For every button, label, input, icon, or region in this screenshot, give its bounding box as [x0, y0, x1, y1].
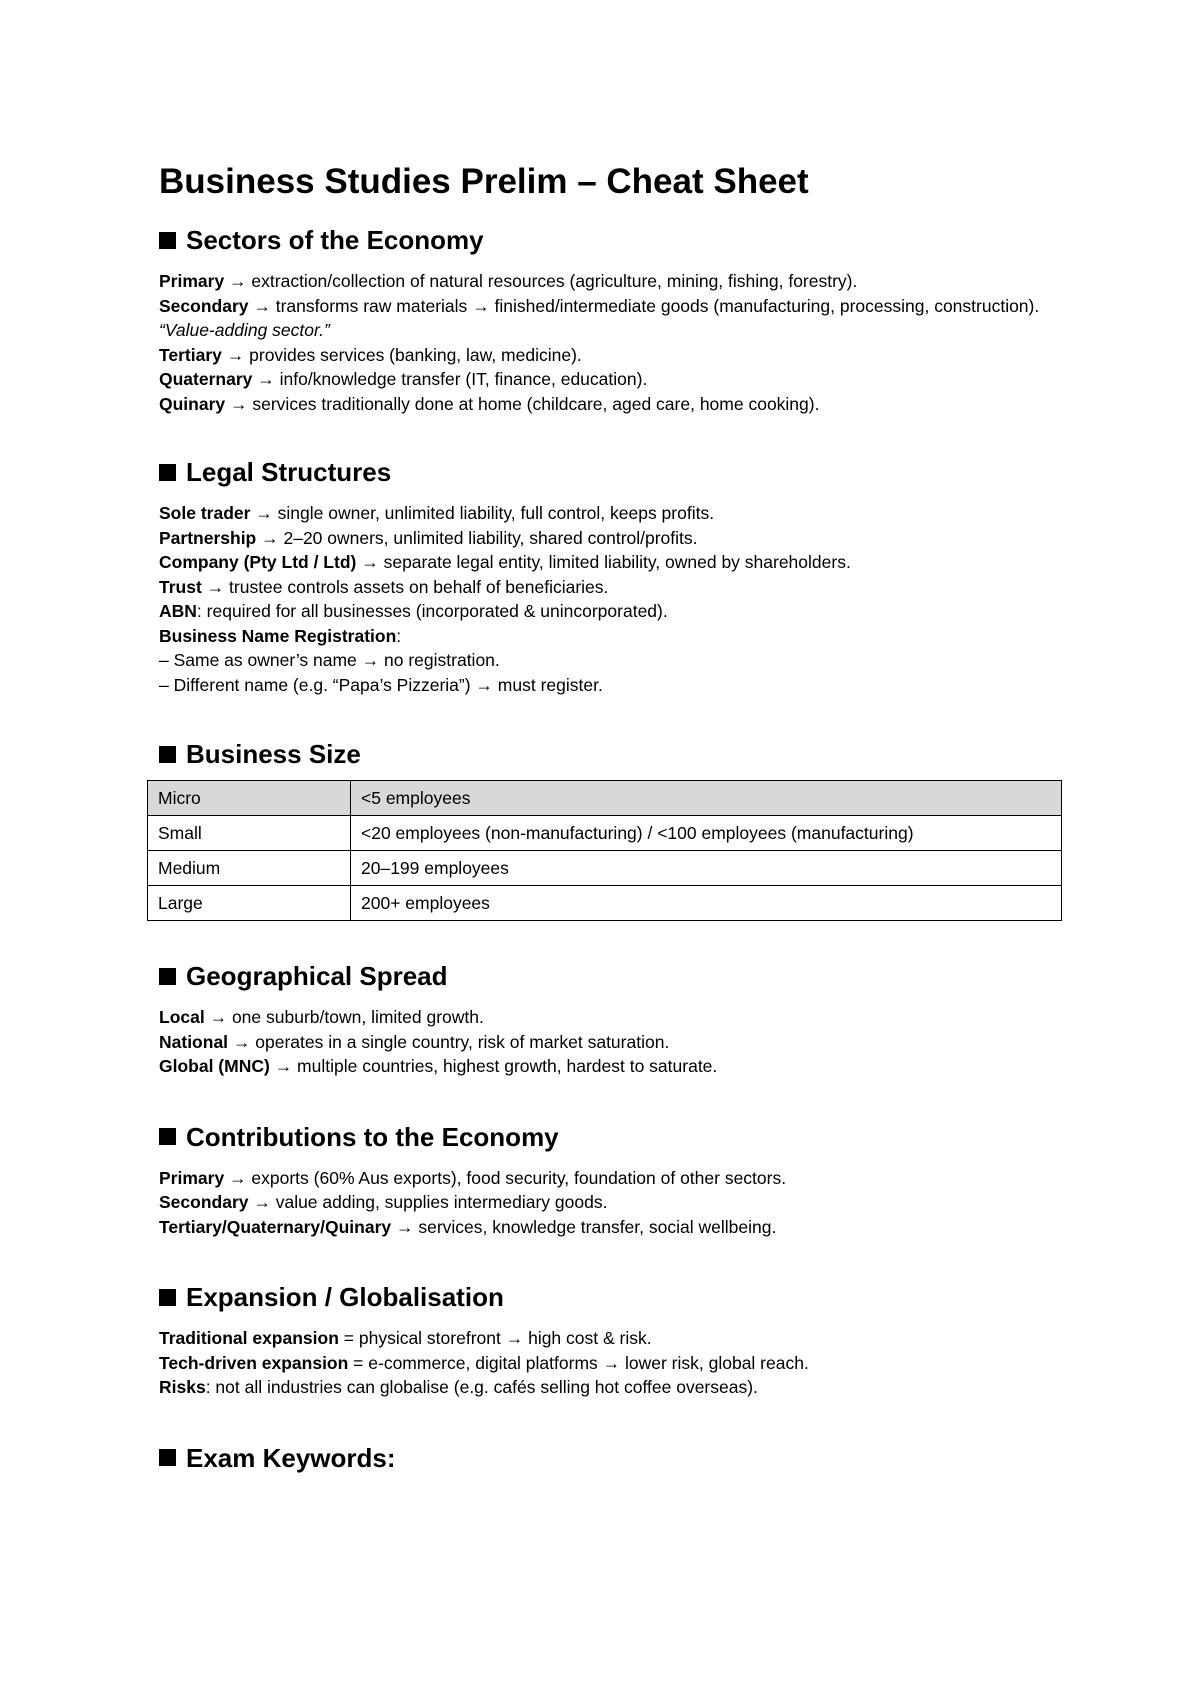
- table-row: [148, 781, 1062, 816]
- size-description-cell: 20–199 employees: [351, 851, 1062, 886]
- definition: → one suburb/town, limited growth.: [204, 1007, 484, 1027]
- legal-item-abn: [159, 599, 1069, 624]
- sector-item-secondary: [159, 294, 1069, 343]
- definition: → multiple countries, highest growth, hardest to saturate.: [269, 1056, 718, 1076]
- term: Tertiary/Quaternary/Quinary: [159, 1216, 392, 1237]
- size-description-cell: <5 employees: [351, 781, 1062, 816]
- definition: → 2–20 owners, unlimited liability, shared control/profits.: [256, 527, 698, 548]
- definition: → value adding, supplies intermediary goods.: [248, 1192, 608, 1212]
- sector-item-quaternary: [159, 367, 1069, 392]
- section-heading-legal: [159, 455, 1069, 489]
- contrib-item-primary: [159, 1166, 1069, 1191]
- section-heading-label: Sectors of the Economy: [186, 225, 484, 255]
- definition: → exports (60% Aus exports), food security, foundation of other sectors.: [224, 1167, 787, 1188]
- sectors-list: [159, 269, 1069, 416]
- table-row: [148, 816, 1062, 851]
- contributions-list: [159, 1166, 1069, 1240]
- definition: : not all industries can globalise (e.g. cafés selling hot coffee overseas).: [205, 1377, 758, 1397]
- term: Global (MNC): [159, 1056, 270, 1076]
- geo-item-global: [159, 1054, 1069, 1079]
- term: Primary: [159, 1167, 225, 1188]
- size-description-cell: 200+ employees: [351, 886, 1062, 921]
- legal-item-company: [159, 550, 1069, 575]
- square-bullet-icon: [159, 1289, 176, 1306]
- term: Traditional expansion: [159, 1328, 339, 1348]
- term: National: [159, 1031, 229, 1052]
- legal-dash-item: – Same as owner’s name → no registration.: [159, 650, 500, 670]
- definition: = e-commerce, digital platforms → lower risk, global reach.: [348, 1352, 809, 1373]
- sector-item-primary: [159, 269, 1069, 294]
- term: Business Name Registration: [159, 625, 397, 646]
- expansion-item-tech: [159, 1351, 1069, 1376]
- legal-item-partnership: [159, 526, 1069, 551]
- square-bullet-icon: [159, 746, 176, 763]
- geo-list: [159, 1005, 1069, 1079]
- section-heading-label: Business Size: [186, 739, 361, 769]
- table-row: [148, 886, 1062, 921]
- term: ABN: [159, 601, 197, 621]
- legal-item-trust: [159, 575, 1069, 600]
- contrib-item-tertiary: [159, 1215, 1069, 1240]
- definition: = physical storefront → high cost & risk.: [338, 1328, 652, 1348]
- section-heading-sectors: [159, 223, 1069, 257]
- business-size-table: [147, 780, 1062, 921]
- term: Risks: [159, 1377, 206, 1397]
- square-bullet-icon: [159, 1128, 176, 1145]
- section-heading-keywords: [159, 1441, 1069, 1475]
- geo-item-national: [159, 1030, 1069, 1055]
- section-heading-expansion: [159, 1280, 1069, 1314]
- term: Partnership: [159, 527, 257, 548]
- expansion-item-traditional: [159, 1326, 1069, 1351]
- definition: → trustee controls assets on behalf of beneficiaries.: [201, 576, 609, 597]
- term: Primary: [159, 271, 225, 291]
- definition: → single owner, unlimited liability, full control, keeps profits.: [250, 503, 715, 523]
- term: Tech-driven expansion: [159, 1352, 349, 1373]
- geo-item-local: [159, 1005, 1069, 1030]
- legal-list: [159, 501, 1069, 697]
- square-bullet-icon: [159, 464, 176, 481]
- definition: → services, knowledge transfer, social wellbeing.: [391, 1216, 777, 1237]
- term: Company (Pty Ltd / Ltd): [159, 552, 357, 572]
- legal-item-business-name: [159, 624, 1069, 649]
- section-heading-contributions: [159, 1120, 1069, 1154]
- definition: → separate legal entity, limited liability, owned by shareholders.: [356, 552, 851, 572]
- term: Secondary: [159, 295, 249, 316]
- term: Tertiary: [159, 344, 222, 365]
- contrib-item-secondary: [159, 1190, 1069, 1215]
- definition: → operates in a single country, risk of market saturation.: [228, 1031, 670, 1052]
- square-bullet-icon: [159, 968, 176, 985]
- term: Sole trader: [159, 503, 251, 523]
- section-heading-label: Exam Keywords:: [186, 1442, 396, 1473]
- emphasis-note: “Value-adding sector.”: [159, 320, 330, 340]
- expansion-item-risks: [159, 1375, 1069, 1400]
- term: Trust: [159, 576, 202, 597]
- definition: :: [396, 625, 402, 646]
- section-heading-label: Contributions to the Economy: [186, 1121, 559, 1152]
- square-bullet-icon: [159, 232, 176, 249]
- cheat-sheet-page: [159, 160, 1069, 1475]
- table-row: [148, 851, 1062, 886]
- page-title: Business Studies Prelim – Cheat Sheet: [159, 162, 809, 201]
- size-category-cell: Small: [148, 816, 351, 851]
- section-heading-size: [159, 737, 1069, 771]
- definition: → provides services (banking, law, medicine).: [221, 344, 582, 365]
- expansion-list: [159, 1326, 1069, 1400]
- sector-item-quinary: [159, 392, 1069, 417]
- definition: → transforms raw materials → finished/intermediate goods (manufacturing, processing, construction).: [248, 295, 1040, 316]
- term: Quaternary: [159, 369, 253, 389]
- size-category-cell: Large: [148, 886, 351, 921]
- sector-item-tertiary: [159, 343, 1069, 368]
- definition: → services traditionally done at home (childcare, aged care, home cooking).: [225, 393, 820, 414]
- term: Local: [159, 1007, 205, 1027]
- definition: → info/knowledge transfer (IT, finance, education).: [252, 369, 648, 389]
- square-bullet-icon: [159, 1449, 176, 1466]
- size-category-cell: Medium: [148, 851, 351, 886]
- section-heading-label: Legal Structures: [186, 457, 392, 487]
- size-description-cell: <20 employees (non-manufacturing) / <100 employees (manufacturing): [351, 816, 1062, 851]
- definition: : required for all businesses (incorporated & unincorporated).: [196, 601, 668, 621]
- term: Secondary: [159, 1192, 249, 1212]
- term: Quinary: [159, 393, 226, 414]
- definition: → extraction/collection of natural resources (agriculture, mining, fishing, forestry).: [224, 271, 858, 291]
- section-heading-label: Expansion / Globalisation: [186, 1282, 504, 1312]
- size-category-cell: Micro: [148, 781, 351, 816]
- legal-item-sole-trader: [159, 501, 1069, 526]
- legal-dash-item: – Different name (e.g. “Papa’s Pizzeria”) → must register.: [159, 674, 603, 695]
- section-heading-label: Geographical Spread: [186, 961, 448, 991]
- section-heading-geo: [159, 959, 1069, 993]
